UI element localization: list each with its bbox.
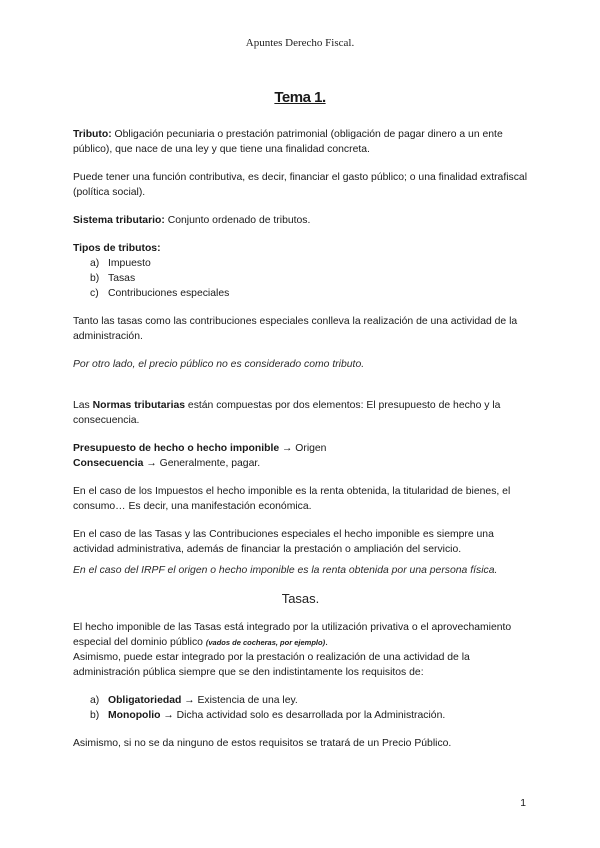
page-title: Tema 1. <box>274 89 326 106</box>
page-header: Apuntes Derecho Fiscal. <box>245 37 355 49</box>
asimismo-paragraph: Asimismo, puede estar integrado por la prestación o realización de una actividad de la administración pública siempre que se den indistintamente los requisitos de: <box>73 652 470 678</box>
list-item: c) Contribuciones especiales <box>90 288 230 299</box>
precio-publico-paragraph: Asimismo, si no se da ninguno de estos requisitos se tratará de un Precio Público. <box>73 738 452 749</box>
tributo-definition <box>73 127 528 157</box>
sistema-text: Conjunto ordenado de tributos. <box>164 215 311 226</box>
sistema-definition <box>73 213 528 228</box>
tributo-text: Obligación pecuniaria o prestación patrimonial (obligación de pagar dinero a un ente público), que nace de una ley y que tiene una finalidad concreta. <box>73 129 503 155</box>
list-item: b) Tasas <box>90 273 136 284</box>
tasas-definition: El hecho imponible de las Tasas está integrado por la utilización privativa o el aprovechamiento especial del dominio público (vados de cocheras, por ejemplo). <box>73 622 512 648</box>
presupuesto-line: Presupuesto de hecho o hecho imponible → Origen <box>73 443 327 454</box>
tasas-caso-paragraph: En el caso de las Tasas y las Contribuciones especiales el hecho imponible es siempre una actividad administrativa, además de financiar la prestación o ampliación del servicio. <box>73 529 494 555</box>
precio-publico-note: Por otro lado, el precio público no es considerado como tributo. <box>73 359 365 370</box>
list-item: a) Obligatoriedad → Existencia de una ley. <box>90 695 298 706</box>
impuestos-paragraph: En el caso de los Impuestos el hecho imponible es la renta obtenida, la titularidad de bienes, el consumo… Es decir, una manifestación económica. <box>73 486 511 512</box>
funcion-paragraph: Puede tener una función contributiva, es decir, financiar el gasto público; o una finalidad extrafiscal (política social). <box>73 172 528 198</box>
tributo-label: Tributo: <box>73 129 112 140</box>
sistema-label: Sistema tributario: <box>73 215 165 226</box>
list-item: b) Monopolio → Dicha actividad solo es desarrollada por la Administración. <box>90 710 446 721</box>
document-body <box>73 127 528 751</box>
requisitos-list <box>73 693 528 723</box>
normas-paragraph: Las Normas tributarias están compuestas por dos elementos: El presupuesto de hecho y la consecuencia. <box>73 400 501 426</box>
section-title-tasas: Tasas. <box>281 591 320 606</box>
list-item: a) Impuesto <box>90 258 151 269</box>
tasas-contrib-paragraph: Tanto las tasas como las contribuciones especiales conlleva la realización de una actividad de la administración. <box>73 316 518 342</box>
tipos-list <box>73 256 528 301</box>
tipos-heading: Tipos de tributos: <box>73 243 161 254</box>
irpf-note: En el caso del IRPF el origen o hecho imponible es la renta obtenida por una persona física. <box>73 565 498 576</box>
consecuencia-line: Consecuencia → Generalmente, pagar. <box>73 458 261 469</box>
page-number: 1 <box>520 798 526 809</box>
